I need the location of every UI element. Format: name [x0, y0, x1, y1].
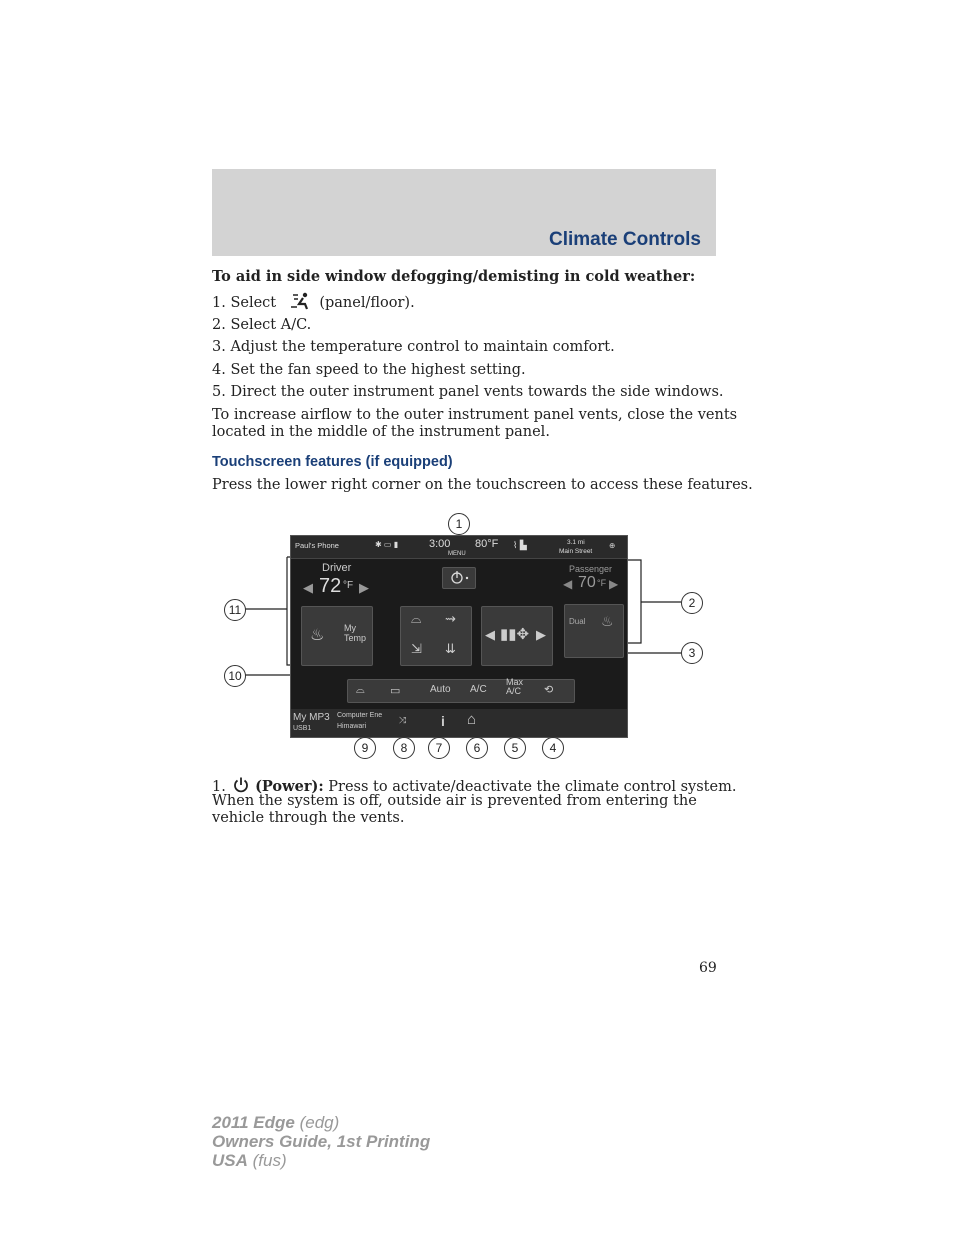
- bluetooth-icon: ✱ ▭ ▮: [375, 540, 399, 549]
- power-description-line-3: vehicle through the vents.: [212, 810, 405, 826]
- callout-1: 1: [448, 513, 470, 535]
- passenger-temp-down-icon[interactable]: ◀: [563, 577, 573, 591]
- callout-7: 7: [428, 737, 450, 759]
- power-text: Press to activate/deactivate the climate control system.: [328, 779, 737, 795]
- touchscreen-heading: Touchscreen features (if equipped): [212, 454, 453, 470]
- fan-speed-panel: [481, 606, 553, 666]
- passenger-seat-panel: [564, 604, 624, 658]
- power-description-line-2: When the system is off, outside air is prevented from entering the: [212, 793, 697, 809]
- clock: 3:00: [429, 538, 451, 550]
- footer-region-code: (fus): [252, 1151, 287, 1170]
- my-temp-button[interactable]: My Temp: [344, 623, 367, 643]
- driver-seat-panel: [301, 606, 373, 666]
- callout-9: 9: [354, 737, 376, 759]
- driver-temp-down-icon[interactable]: ◀: [303, 580, 313, 595]
- media-track: Computer Ene: [337, 712, 383, 719]
- step1-prefix: 1. Select: [212, 295, 277, 311]
- touchscreen-intro: Press the lower right corner on the touchscreen to access these features.: [212, 477, 753, 493]
- driver-temp-up-icon[interactable]: ▶: [359, 580, 369, 595]
- footer-region: USA: [212, 1151, 248, 1170]
- distance: 3.1 mi: [567, 539, 585, 546]
- passenger-temp-up-icon[interactable]: ▶: [609, 577, 619, 591]
- fan-icon: ▮▮✥: [500, 626, 530, 643]
- page-number: 69: [699, 960, 717, 976]
- panel-floor-icon: [285, 292, 315, 308]
- defog-step-1: [212, 292, 415, 312]
- driver-temp-unit: °F: [343, 580, 354, 591]
- ac-button[interactable]: A/C: [470, 684, 487, 695]
- defrost-vent-icon[interactable]: ⌓: [411, 611, 422, 626]
- driver-temp: 72: [319, 575, 342, 597]
- recirculation-icon[interactable]: ⟲: [544, 684, 554, 696]
- defog-heading: To aid in side window defogging/demisting in cold weather:: [212, 268, 696, 285]
- heated-seat-passenger-icon[interactable]: ♨: [601, 613, 614, 629]
- media-bar: [291, 709, 627, 737]
- callout-8: 8: [393, 737, 415, 759]
- power-prefix: 1.: [212, 779, 226, 795]
- passenger-temp: 70: [578, 574, 596, 591]
- callout-5: 5: [504, 737, 526, 759]
- touchscreen-display: [290, 535, 628, 738]
- power-label: (Power):: [255, 778, 324, 795]
- defog-step-2: 2. Select A/C.: [212, 317, 312, 333]
- info-icon[interactable]: i: [441, 713, 445, 729]
- callout-2: 2: [681, 592, 703, 614]
- callout-6: 6: [466, 737, 488, 759]
- rear-defrost-icon[interactable]: ▭: [390, 685, 401, 697]
- media-artist: Himawari: [337, 723, 367, 730]
- section-title: Climate Controls: [548, 229, 701, 250]
- menu-label[interactable]: MENU: [448, 551, 466, 557]
- status-bar: [291, 536, 627, 559]
- max-ac-button[interactable]: Max A/C: [506, 677, 524, 696]
- callout-3: 3: [681, 642, 703, 664]
- media-source: My MP3: [293, 712, 330, 723]
- airflow-panel: [400, 606, 472, 666]
- header-band: [212, 169, 716, 256]
- media-device: USB1: [293, 725, 312, 732]
- driver-label: Driver: [322, 562, 352, 574]
- street: Main Street: [559, 548, 593, 555]
- step1-suffix: (panel/floor).: [319, 295, 415, 311]
- home-icon[interactable]: ⌂: [467, 711, 477, 728]
- footer-guide: Owners Guide, 1st Printing: [212, 1132, 431, 1151]
- callout-4: 4: [542, 737, 564, 759]
- footer-model-code: (edg): [299, 1113, 340, 1132]
- callout-10: 10: [224, 665, 246, 687]
- footer-model: 2011 Edge: [212, 1113, 295, 1132]
- auto-button[interactable]: Auto: [430, 684, 451, 695]
- defog-step-5: 5. Direct the outer instrument panel vents towards the side windows.: [212, 384, 724, 400]
- fan-up-icon[interactable]: ▶: [536, 627, 546, 642]
- fan-down-icon[interactable]: ◀: [485, 627, 495, 642]
- heated-seat-driver-icon[interactable]: ♨: [310, 627, 325, 644]
- floor-vent-icon[interactable]: ⇲: [411, 641, 422, 656]
- passenger-label: Passenger: [569, 564, 613, 574]
- dual-button[interactable]: Dual: [569, 617, 586, 626]
- bottom-button-bar: [347, 679, 575, 703]
- shuffle-icon[interactable]: ⤨: [399, 715, 407, 725]
- panel-vent-icon[interactable]: ⇝: [445, 611, 456, 626]
- touchscreen-figure: [215, 508, 715, 760]
- passenger-temp-unit: °F: [597, 578, 607, 588]
- defog-para-line-2: located in the middle of the instrument panel.: [212, 424, 550, 440]
- defog-step-3: 3. Adjust the temperature control to maintain comfort.: [212, 339, 615, 355]
- defrost-floor-vent-icon[interactable]: ⇊: [445, 641, 456, 656]
- defog-para-line-1: To increase airflow to the outer instrument panel vents, close the vents: [212, 407, 738, 423]
- footer: [212, 1113, 430, 1170]
- callout-11: 11: [224, 599, 246, 621]
- power-button[interactable]: [442, 567, 476, 589]
- navigation-icon: ⌇ ▙: [513, 540, 527, 550]
- power-icon: [232, 776, 250, 792]
- defog-step-4: 4. Set the fan speed to the highest setting.: [212, 362, 526, 378]
- phone-name: Paul's Phone: [295, 541, 339, 550]
- outside-temp: 80°F: [475, 538, 499, 550]
- max-defrost-icon[interactable]: ⌓: [356, 684, 365, 696]
- steering-wheel-icon: ⊕: [609, 541, 616, 550]
